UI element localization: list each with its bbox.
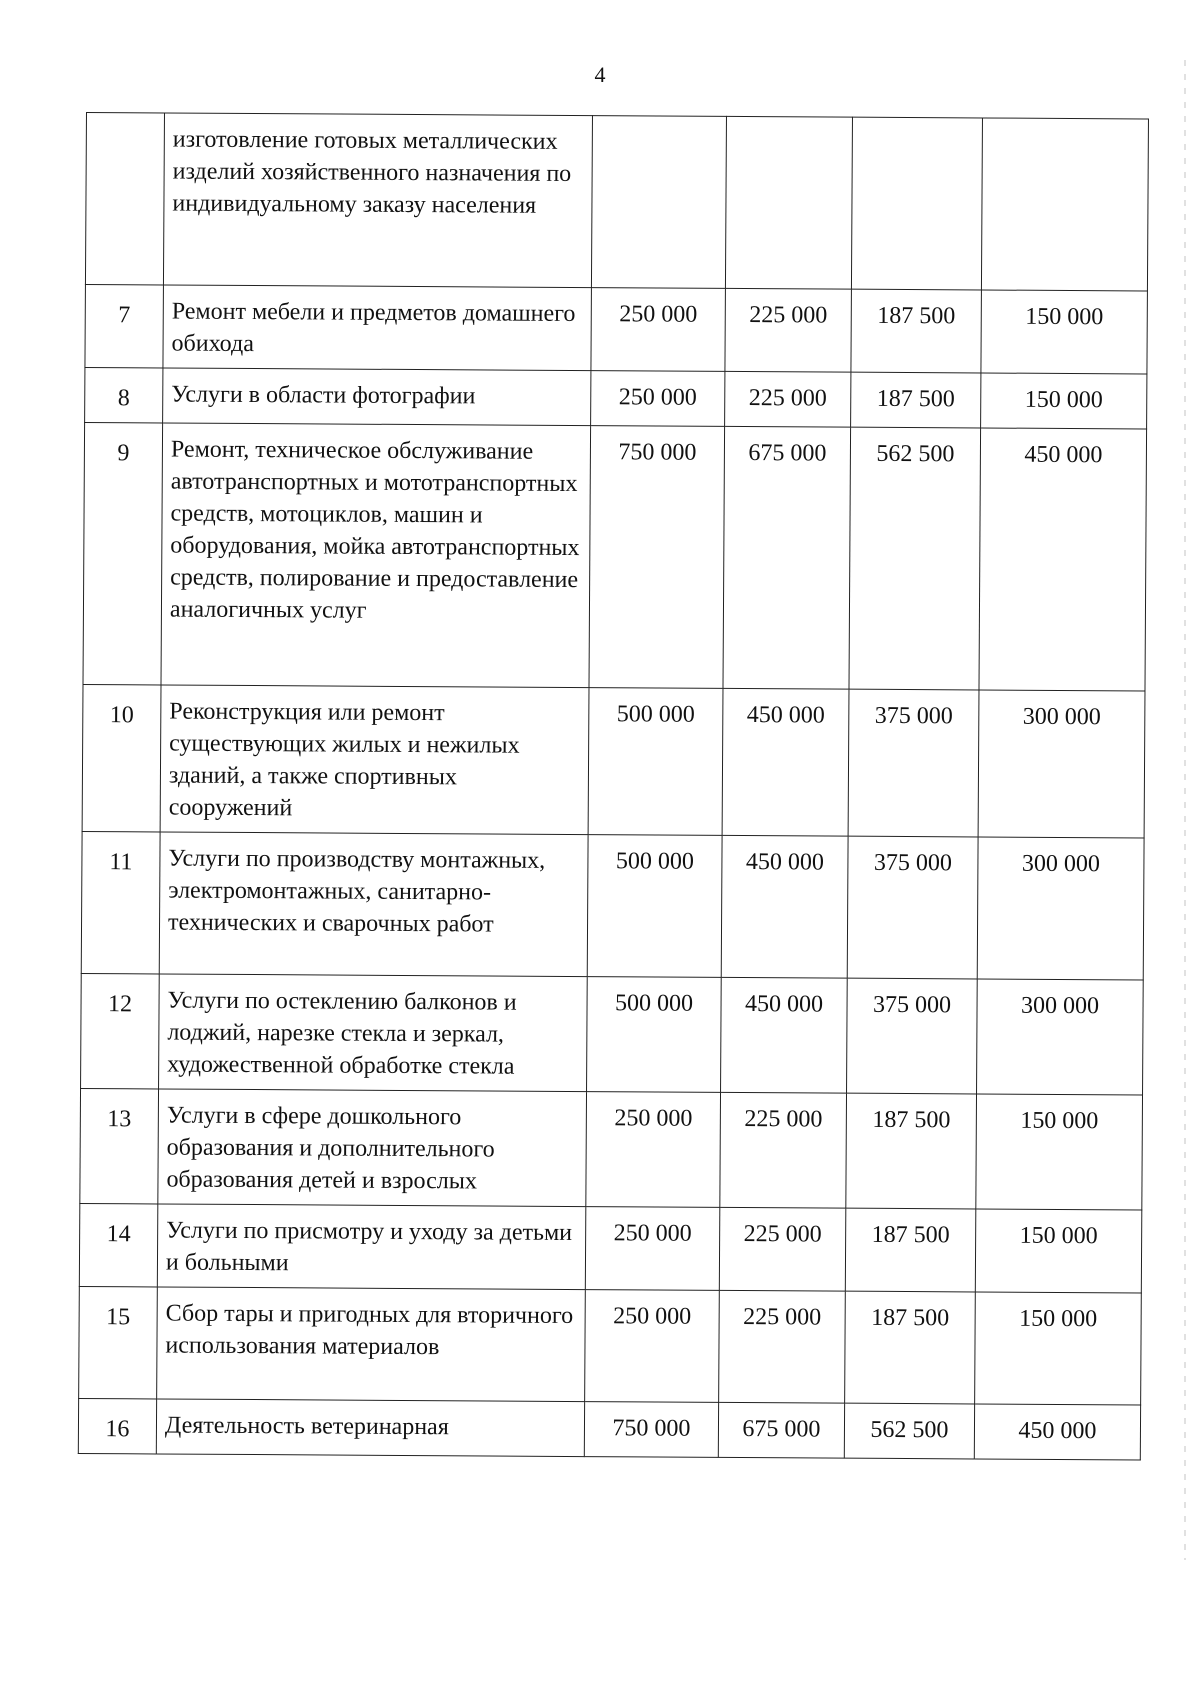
value-cell-3: 562 500: [849, 427, 981, 690]
activity-name-cell: Ремонт мебели и предметов домашнего обихода: [163, 285, 591, 371]
activity-name-cell: Услуги в области фотографии: [163, 368, 591, 426]
activity-name-cell: Деятельность ветеринарная: [156, 1399, 584, 1457]
tariff-table-wrapper: [78, 112, 1148, 1460]
table-row: [85, 113, 1148, 291]
row-number-cell: 8: [85, 367, 163, 422]
value-cell-3: 375 000: [847, 836, 978, 979]
value-cell-4: 450 000: [974, 1404, 1140, 1460]
activity-name-cell: Услуги в сфере дошкольного образования и дополнительного образования детей и взрослых: [158, 1089, 587, 1207]
activity-name-cell: Сбор тары и пригодных для вторичного использования материалов: [157, 1287, 586, 1402]
row-number-cell: 11: [81, 831, 160, 973]
value-cell-1: 250 000: [591, 288, 726, 372]
value-cell-2: 675 000: [723, 426, 851, 689]
table-row: [79, 1203, 1141, 1292]
value-cell-4: 150 000: [981, 290, 1148, 374]
row-number-cell: 14: [79, 1203, 158, 1286]
row-number-cell: 13: [80, 1088, 159, 1203]
row-number-cell: 10: [82, 684, 161, 831]
value-cell-3: 375 000: [847, 978, 978, 1094]
value-cell-1: 250 000: [585, 1290, 720, 1403]
value-cell-3: [851, 117, 982, 290]
table-row: [85, 284, 1147, 373]
value-cell-2: 450 000: [721, 835, 848, 978]
value-cell-1: 750 000: [589, 426, 725, 689]
value-cell-3: 187 500: [851, 372, 981, 428]
value-cell-2: 225 000: [719, 1290, 846, 1403]
value-cell-4: 300 000: [977, 979, 1144, 1095]
value-cell-4: 150 000: [975, 1209, 1142, 1293]
table-row: [83, 422, 1147, 690]
table-row: [81, 973, 1144, 1094]
tariff-table: [78, 112, 1149, 1460]
value-cell-3: 187 500: [845, 1208, 976, 1292]
activity-name-cell: Услуги по производству монтажных, электромонтажных, санитарно-технических и сварочных работ: [159, 832, 588, 977]
activity-name-cell: Реконструкция или ремонт существующих жилых и нежилых зданий, а также спортивных сооружений: [160, 685, 589, 835]
row-number-cell: 15: [79, 1286, 158, 1398]
value-cell-3: 187 500: [851, 289, 982, 373]
value-cell-2: 675 000: [718, 1402, 844, 1458]
table-row: [79, 1286, 1142, 1404]
row-number-cell: 9: [83, 422, 163, 684]
table-row: [80, 1088, 1143, 1209]
table-row: [82, 684, 1145, 837]
value-cell-1: 500 000: [587, 835, 722, 978]
value-cell-4: 150 000: [976, 1094, 1143, 1210]
value-cell-3: 562 500: [844, 1403, 974, 1459]
table-row: [81, 831, 1144, 979]
value-cell-2: 225 000: [719, 1207, 846, 1291]
value-cell-1: [591, 116, 726, 289]
row-number-cell: 7: [85, 284, 164, 367]
value-cell-4: 300 000: [978, 690, 1145, 838]
row-number-cell: 16: [78, 1398, 156, 1453]
page-number: 4: [594, 62, 606, 87]
value-cell-2: 225 000: [725, 371, 851, 427]
scan-edge-artifact: [1184, 60, 1186, 1560]
table-row: [78, 1398, 1140, 1459]
value-cell-2: [725, 116, 852, 289]
value-cell-1: 500 000: [588, 688, 723, 836]
value-cell-4: 450 000: [979, 428, 1147, 691]
value-cell-4: 150 000: [981, 373, 1147, 429]
value-cell-2: 450 000: [721, 977, 848, 1093]
value-cell-1: 500 000: [587, 977, 722, 1093]
row-number-cell: [85, 113, 164, 285]
activity-name-cell: Услуги по присмотру и уходу за детьми и больными: [157, 1204, 585, 1290]
value-cell-1: 250 000: [585, 1207, 720, 1291]
value-cell-3: 187 500: [845, 1291, 976, 1404]
value-cell-4: 150 000: [975, 1292, 1142, 1405]
value-cell-4: [981, 118, 1148, 291]
row-number-cell: 12: [81, 973, 160, 1088]
value-cell-1: 250 000: [591, 371, 725, 427]
table-body: [78, 113, 1148, 1460]
value-cell-1: 750 000: [584, 1402, 718, 1458]
value-cell-2: 450 000: [722, 688, 849, 836]
activity-name-cell: Ремонт, техническое обслуживание автотранспортных и мототранспортных средств, мотоциклов, машин и оборудования, мойка автотранспортных средств, полирование и предоставление аналогичных услуг: [161, 423, 591, 688]
value-cell-2: 225 000: [720, 1092, 847, 1208]
value-cell-3: 187 500: [846, 1093, 977, 1209]
value-cell-2: 225 000: [725, 288, 852, 372]
value-cell-1: 250 000: [586, 1092, 721, 1208]
value-cell-3: 375 000: [848, 689, 979, 837]
value-cell-4: 300 000: [977, 837, 1144, 980]
activity-name-cell: изготовление готовых металлических изделий хозяйственного назначения по индивидуальному заказу населения: [163, 113, 592, 288]
activity-name-cell: Услуги по остеклению балконов и лоджий, нарезке стекла и зеркал, художественной обработке стекла: [159, 974, 588, 1092]
table-row: [85, 367, 1147, 428]
